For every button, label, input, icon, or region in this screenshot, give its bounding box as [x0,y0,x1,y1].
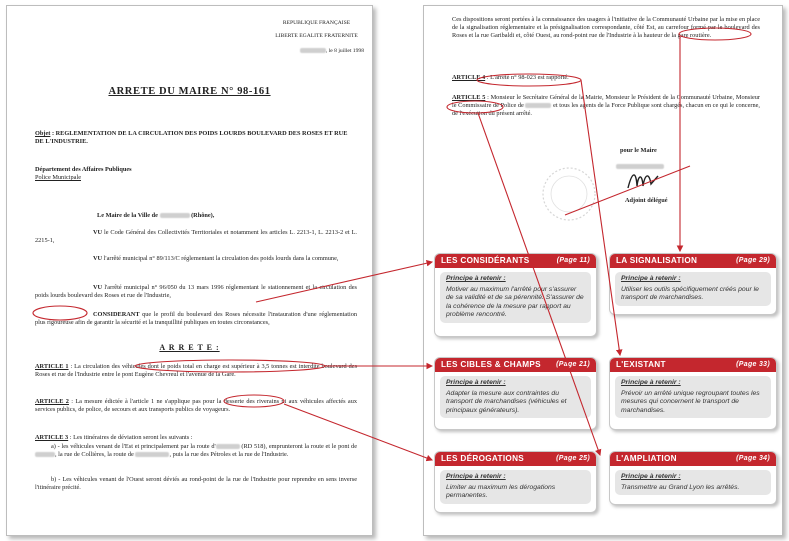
callout-existant [609,357,777,430]
principe-label: Principe à retenir : [621,379,681,386]
principe-label: Principe à retenir : [446,473,506,480]
article-label: ARTICLE 1 [35,363,69,370]
article-label: ARTICLE 4 [452,74,486,81]
objet-paragraph [35,130,357,146]
callout-header [610,254,776,268]
callout-page-ref: (Page 29) [736,257,770,264]
maire-suffix: (Rhône), [189,212,215,219]
article-3-a [35,443,357,459]
header-devise: LIBERTE EGALITE FRATERNITE [275,33,358,39]
arrete-page-1 [6,5,373,536]
considerant-text: que le profil du boulevard des Roses nécessite l'instauration d'une réglementation plus rigoureuse afin de garantir la sécurité et la tranquillité publiques en toutes circonstances, [35,311,357,327]
arrete-title: ARRETE DU MAIRE N° 98-161 [108,86,271,97]
article-label: ARTICLE 2 [35,398,69,405]
article-3a-part: (RD 518), emprunteront la route et le pont de [239,443,357,450]
redacted-city [160,213,190,218]
article-1 [35,363,357,379]
redacted-place [35,452,55,457]
pour-le-maire: pour le Maire [620,147,657,154]
principe-label: Principe à retenir : [446,275,506,282]
callout-title: L'EXISTANT [616,360,666,369]
callout-page-ref: (Page 11) [556,257,590,264]
article-2 [35,398,357,414]
callout-page-ref: (Page 33) [736,361,770,368]
principe-label: Principe à retenir : [621,473,681,480]
callout-ampliation [609,451,777,505]
callout-signalisation [609,253,777,315]
callout-page-ref: (Page 34) [736,455,770,462]
callout-considerants [434,253,597,337]
callout-text: Utiliser les outils spécifiquement créés pour le transport de marchandises. [621,285,759,302]
callout-derogations [434,451,597,513]
vu-text: l'arrêté municipal n° 89/113/C réglementant la circulation des poids lourds dans la commune, [102,255,339,262]
signalisation-paragraph: Ces dispositions seront portées à la connaissance des usagers à l'initiative de la Communauté Urbaine par la mise en place de la signalisation réglementaire et la présignalisation correspondante, côté Est, au carrefour formé par le boulevard des Roses et la rue Garibaldi et, côté Ouest, au rond-point rue de l'Industrie à la hauteur de la gare routière. [452,16,760,40]
callout-header [435,452,596,466]
callout-text: Prévoir un arrêté unique regroupant toutes les mesures qui concernent le transport de marchandises. [621,389,760,414]
callout-body [615,470,771,495]
vu-paragraph-3 [35,284,357,300]
redacted-place [216,444,240,449]
article-3a-part: , la rue de Collières, la route de [55,451,136,459]
article-3-intro [35,434,357,442]
callout-text: Limiter au maximum les dérogations permanentes. [446,483,556,500]
maire-prefix: Le Maire de la Ville de [97,212,160,219]
department-line: Département des Affaires Publiques [35,166,132,173]
header-republique: REPUBLIQUE FRANÇAISE [282,20,351,26]
article-label: ARTICLE 5 [452,94,486,101]
callout-header [435,358,596,372]
callout-text: Transmettre au Grand Lyon les arrêtés. [621,483,740,491]
objet-text: : REGLEMENTATION DE LA CIRCULATION DES POIDS LOURDS BOULEVARD DES ROSES ET RUE DE L'INDUSTRIE. [35,130,348,146]
considerant-label: CONSIDERANT [93,311,140,318]
callout-page-ref: (Page 21) [556,361,590,368]
vu-paragraph-1 [35,229,357,245]
article-text: : La mesure édictée à l'article 1 ne s'applique pas pour la desserte des riverains ni aux véhicules affectés aux services publics, de police, de secours et aux transports publics de voyageurs. [35,398,357,414]
callout-body [440,376,591,418]
callout-title: L'AMPLIATION [616,454,677,463]
official-stamp [534,164,604,224]
callout-body [615,376,771,418]
article-5 [452,94,760,119]
vu-label: VU [93,284,103,291]
article-text: : Les itinéraires de déviation seront les suivants : [68,434,193,441]
arrete-heading: A R R E T E : [159,343,220,352]
redacted-place [135,452,169,457]
callout-text: Motiver au maximum l'arrêté pour s'assurer de sa validité et de sa pérennité. S'assurer de la cohérence de la mesure par rapport au problème rencontré. [446,285,584,319]
vu-paragraph-2 [35,255,357,263]
adjoint-delegue: Adjoint délégué [625,197,668,204]
callout-header [610,358,776,372]
article-text: : Monsieur le Secrétaire Général de la Mairie, Monsieur le Président de la Communauté Urbaine, Monsieur le Commissaire de Police de [452,94,760,110]
article-label: ARTICLE 3 [35,434,69,441]
vu-label: VU [93,229,103,236]
objet-label: Objet [35,130,51,137]
redacted-city [300,48,326,53]
callout-cibles-champs [434,357,597,430]
police-line: Police Municipale [35,174,81,181]
article-text: et tous les agents de la Force Publique sont chargés, chacun en ce qui le concerne, de l'exécution du présent arrêté. [452,102,760,118]
callout-title: LES CIBLES & CHAMPS [441,360,541,369]
maire-line [97,212,357,220]
signature [624,166,664,194]
vu-text: l'arrêté municipal n° 96/050 du 13 mars 1996 réglementant le stationnement et la circulation des poids lourds boulevard des Roses et rue de l'Industrie, [35,284,357,300]
callout-text: Adapter la mesure aux contraintes du transport de marchandises (véhicules et principaux générateurs). [446,389,567,414]
callout-header [435,254,596,268]
principe-label: Principe à retenir : [446,379,506,386]
article-4 [452,74,760,82]
callout-body [440,272,591,323]
vu-text: le Code Général des Collectivités Territoriales et notamment les articles L. 2213-1, L. 2213-2 et L. 2215-1, [35,229,357,245]
article-text: : La circulation des véhicules dont le poids total en charge est supérieur à 3,5 tonnes est interdite boulevard des Roses et rue de l'Industrie entre le pont Eugène Chevreul et l'avenue de la Gare. [35,363,357,379]
date-line [244,48,364,55]
callout-title: LES CONSIDÉRANTS [441,256,530,265]
article-text: : L'arrêté n° 98-023 est rapporté. [485,74,569,81]
article-3-b: b) - Les véhicules venant de l'Ouest seront déviés au rond-point de la rue de l'Industrie pour reprendre en sens inverse l'itinéraire précité. [35,476,357,492]
callout-header [610,452,776,466]
vu-label: VU [93,255,103,262]
callout-body [440,470,591,504]
article-3a-part: , puis la rue des Pétroles et la rue de l'Industrie. [169,451,289,459]
principe-label: Principe à retenir : [621,275,681,282]
callout-body [615,272,771,306]
article-3a-part: a) - les véhicules venant de l'Est et principalement par la route d' [51,443,216,450]
date-text: , le 8 juillet 1998 [325,48,364,54]
callout-title: LA SIGNALISATION [616,256,698,265]
callout-title: LES DÉROGATIONS [441,454,525,463]
redacted-city [525,103,551,108]
considerant-paragraph [35,311,357,327]
callout-page-ref: (Page 25) [556,455,590,462]
